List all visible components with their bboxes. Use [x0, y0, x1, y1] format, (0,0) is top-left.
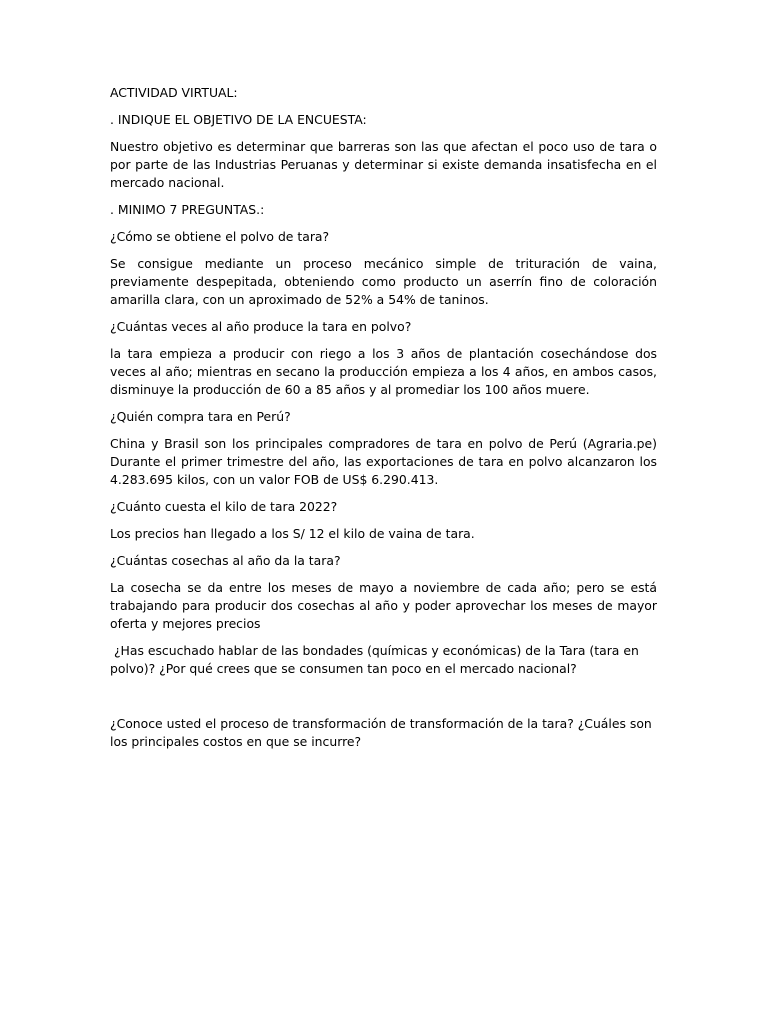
- objective-text: Nuestro objetivo es determinar que barreras son las que afectan el poco uso de tara o por parte de las Industrias Peruanas y determinar si existe demanda insatisfecha en el mercado nacional.: [110, 139, 657, 190]
- question-1: ¿Cómo se obtiene el polvo de tara?: [110, 229, 330, 244]
- question-4: ¿Cuánto cuesta el kilo de tara 2022?: [110, 499, 338, 514]
- question-5: ¿Cuántas cosechas al año da la tara?: [110, 553, 341, 568]
- answer-2: la tara empieza a producir con riego a los 3 años de plantación cosechándose dos veces al año; mientras en secano la producción empieza a los 4 años, en ambos casos, disminuye la producción de 60 a 85 años y al promediar los 100 años muere.: [110, 346, 657, 397]
- question-3: ¿Quién compra tara en Perú?: [110, 409, 291, 424]
- objective-heading: . INDIQUE EL OBJETIVO DE LA ENCUESTA:: [110, 112, 367, 127]
- document-body: [110, 84, 657, 760]
- activity-heading: ACTIVIDAD VIRTUAL:: [110, 85, 238, 100]
- answer-4: Los precios han llegado a los S/ 12 el kilo de vaina de tara.: [110, 526, 475, 541]
- question-6: ¿Has escuchado hablar de las bondades (químicas y económicas) de la Tara (tara en polvo)? ¿Por qué crees que se consumen tan poco en el mercado nacional?: [110, 643, 643, 676]
- questions-heading: . MINIMO 7 PREGUNTAS.:: [110, 202, 265, 217]
- question-2: ¿Cuántas veces al año produce la tara en polvo?: [110, 319, 412, 334]
- question-7: ¿Conoce usted el proceso de transformación de transformación de la tara? ¿Cuáles son los principales costos en que se incurre?: [110, 716, 652, 749]
- answer-3: China y Brasil son los principales compradores de tara en polvo de Perú (Agraria.pe) Durante el primer trimestre del año, las exportaciones de tara en polvo alcanzaron los 4.283.695 kilos, con un valor FOB de US$ 6.290.413.: [110, 436, 657, 487]
- blank-space: [110, 687, 657, 715]
- answer-5: La cosecha se da entre los meses de mayo a noviembre de cada año; pero se está trabajando para producir dos cosechas al año y poder aprovechar los meses de mayor oferta y mejores precios: [110, 580, 657, 631]
- answer-1: Se consigue mediante un proceso mecánico simple de trituración de vaina, previamente despepitada, obteniendo como producto un aserrín fino de coloración amarilla clara, con un aproximado de 52% a 54% de taninos.: [110, 256, 657, 307]
